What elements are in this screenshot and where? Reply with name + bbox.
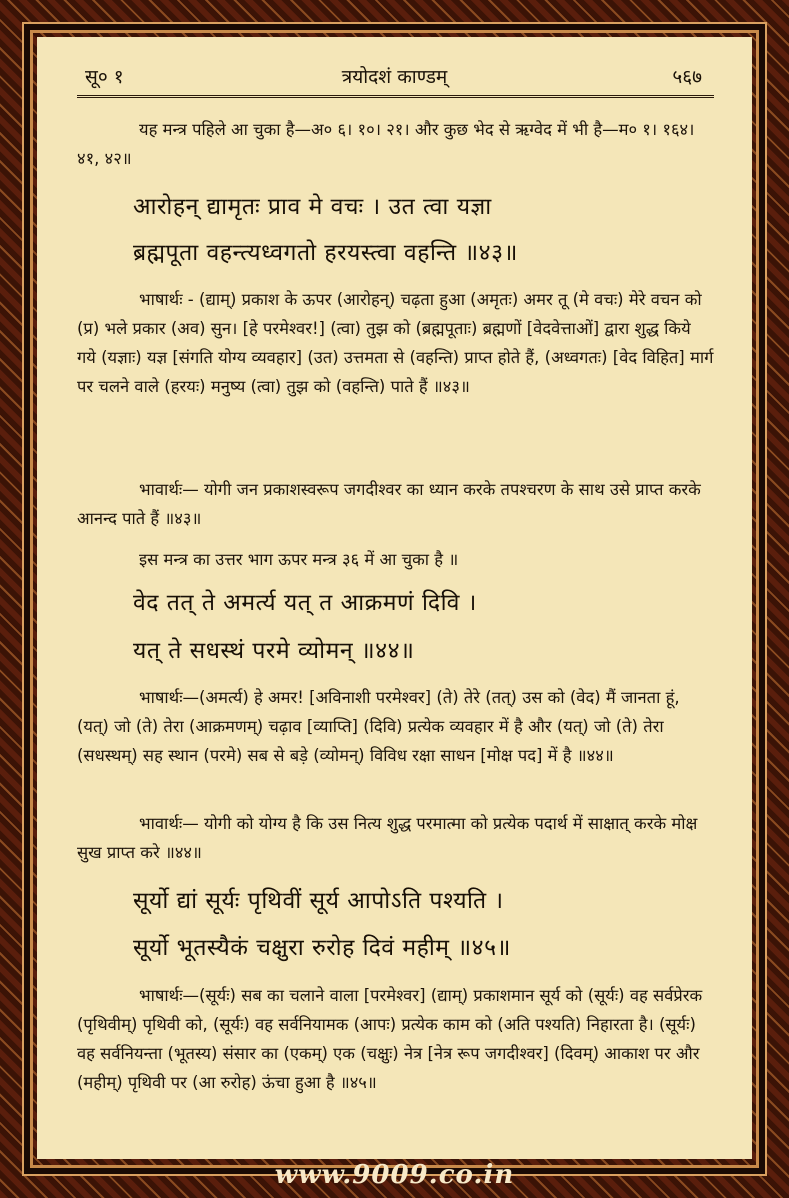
note-43: इस मन्त्र का उत्तर भाग ऊपर मन्त्र ३६ में आ चुका है ॥: [139, 550, 459, 569]
mantra-43-line-2: ब्रह्मपूता वहन्त्यध्वगतो हरयस्त्वा वहन्ति ॥४३॥: [133, 240, 518, 266]
header-rule: [77, 95, 714, 98]
chapter-title: त्रयोदशं काण्डम्: [341, 66, 448, 88]
bhavarth-43: भावार्थः— योगी जन प्रकाशस्वरूप जगदीश्वर का ध्यान करके तपश्चरण के साथ उसे प्राप्त करके आनन्द पाते हैं ॥४३॥: [77, 480, 701, 528]
mantra-44-line-2: यत् ते सधस्थं परमे व्योमन् ॥४४॥: [133, 638, 415, 664]
mantra-45-line-1: सूर्यो द्यां सूर्यः पृथिवीं सूर्य आपोऽति पश्यति ।: [133, 888, 504, 914]
bhavarth-44: भावार्थः— योगी को योग्य है कि उस नित्य शुद्ध परमात्मा को प्रत्येक पदार्थ में साक्षात् करके मोक्ष सुख प्राप्त करे ॥४४॥: [77, 814, 698, 862]
mantra-45-line-2: सूर्यो भूतस्यैकं चक्षुरा रुरोह दिवं महीम् ॥४५॥: [133, 935, 511, 961]
mantra-44-line-1: वेद तत् ते अमर्त्य यत् त आक्रमणं दिवि ।: [133, 590, 477, 616]
page-header: [77, 59, 712, 93]
sutra-number: सू० १: [85, 66, 124, 88]
intro-note: यह मन्त्र पहिले आ चुका है—अ० ६। १०। २१। और कुछ भेद से ऋग्वेद में भी है—म० १। १६४। ४१, ४२॥: [77, 120, 695, 168]
bhasharth-43: भाषार्थः - (द्याम्) प्रकाश के ऊपर (आरोहन्) चढ़ता हुआ (अमृतः) अमर तू (मे वचः) मेरे वचन को (प्र) भले प्रकार (अव) सुन। [हे परमेश्वर!] (त्वा) तुझ को (ब्रह्मपूताः) ब्रह्मणों [वेदवेत्ताओं] द्वारा शुद्ध किये गये (यज्ञाः) यज्ञ [संगति योग्य व्यवहार] (उत) उत्तमता से (वहन्ति) प्राप्त होते हैं, (अध्वगतः) [वेद विहित] मार्ग पर चलने वाले (हरयः) मनुष्य (त्वा) तुझ को (वहन्ति) पाते हैं ॥४३॥: [77, 290, 714, 396]
bhasharth-45: भाषार्थः—(सूर्यः) सब का चलाने वाला [परमेश्वर] (द्याम्) प्रकाशमान सूर्य को (सूर्यः) वह सर्वप्रेरक (पृथिवीम्) पृथिवी को, (सूर्यः) वह सर्वनियामक (आपः) प्रत्येक काम को (अति पश्यति) निहारता है। (सूर्यः) वह सर्वनियन्ता (भूतस्य) संसार का (एकम्) एक (चक्षुः) नेत्र [नेत्र रूप जगदीश्वर] (दिवम्) आकाश पर और (महीम्) पृथिवी पर (आ रुरोह) ऊंचा हुआ है ॥४५॥: [77, 986, 703, 1092]
website-url: www.9009.co.in: [274, 1160, 515, 1190]
bhasharth-44: भाषार्थः—(अमर्त्य) हे अमर! [अविनाशी परमेश्वर] (ते) तेरे (तत्) उस को (वेद) मैं जानता हूं, (यत्) जो (ते) तेरा (आक्रमणम्) चढ़ाव [व्याप्ति] (दिवि) प्रत्येक व्यवहार में है और (यत्) जो (ते) तेरा (सधस्थम्) सह स्थान (परमे) सब से बड़े (व्योमन्) विविध रक्षा साधन [मोक्ष पद] में है ॥४४॥: [77, 688, 680, 765]
mantra-43-line-1: आरोहन् द्यामृतः प्राव मे वचः । उत त्वा यज्ञा: [133, 194, 492, 220]
page-number: ५६७: [672, 66, 702, 88]
page: [37, 37, 752, 1159]
